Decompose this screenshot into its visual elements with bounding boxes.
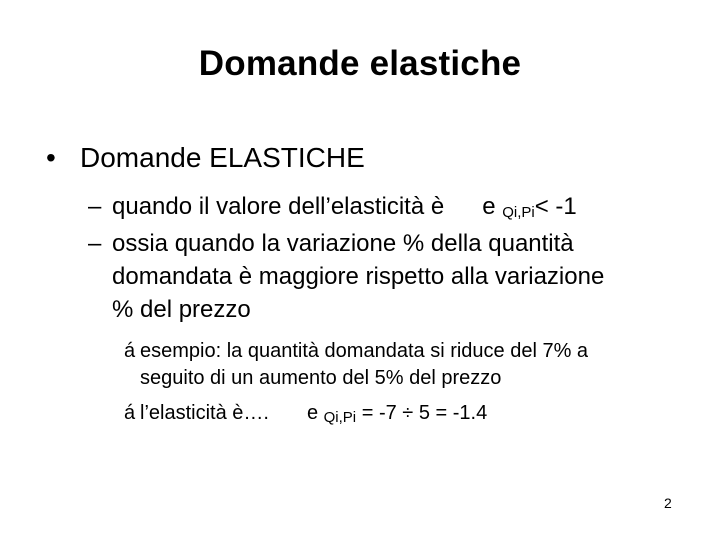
elasticity-symbol: e: [306, 402, 319, 424]
bullet-text: Domande ELASTICHE: [80, 142, 365, 173]
elasticity-subscript: Qi,Pi: [323, 409, 357, 426]
example-item: [124, 340, 588, 363]
arrow-bullet-icon: á: [124, 402, 136, 424]
arrow-bullet-icon: á: [124, 340, 136, 362]
sub-bullet-explanation: [88, 230, 574, 258]
explanation-line-3: % del prezzo: [112, 296, 251, 323]
dash-marker: –: [88, 193, 102, 220]
condition-text: quando il valore dell’elasticità è: [112, 193, 445, 220]
page-number: 2: [664, 495, 672, 511]
elasticity-calculation: [124, 402, 487, 426]
bullet-domande-elastiche: [46, 142, 365, 174]
elasticity-symbol: e: [482, 193, 496, 220]
explanation-line-1: ossia quando la variazione % della quantità: [112, 230, 574, 257]
sub-bullet-condition: [88, 193, 577, 221]
example-line-1: esempio: la quantità domandata si riduce del 7% a: [140, 340, 589, 362]
dash-marker: –: [88, 230, 102, 257]
explanation-line-2: domandata è maggiore rispetto alla variazione: [112, 263, 605, 290]
example-line-2: seguito di un aumento del 5% del prezzo: [140, 367, 502, 389]
slide-title: Domande elastiche: [198, 44, 522, 83]
condition-inequality: < -1: [534, 193, 577, 220]
calculation-result: = -7 ÷ 5 = -1.4: [361, 402, 488, 424]
bullet-marker: •: [46, 142, 56, 173]
calculation-label: l’elasticità è….: [140, 402, 269, 424]
elasticity-subscript: Qi,Pi: [502, 204, 535, 221]
